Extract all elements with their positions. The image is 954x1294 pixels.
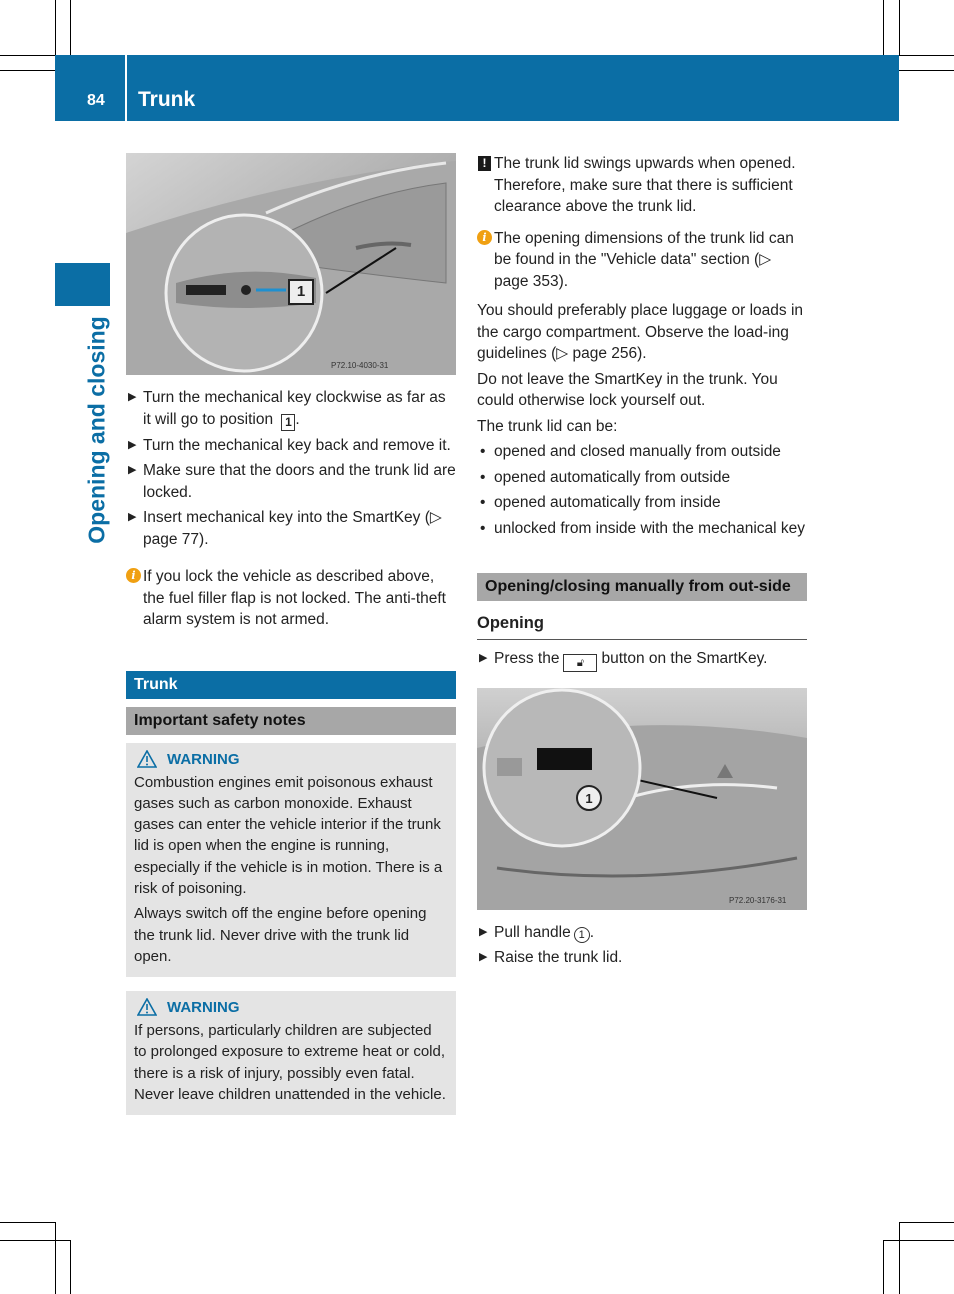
step-remove-key: ▶ Turn the mechanical key back and remove it. bbox=[126, 435, 456, 457]
car-trunk-illustration bbox=[477, 688, 807, 910]
crop-mark bbox=[883, 1240, 954, 1241]
chapter-label: Opening and closing bbox=[83, 316, 110, 544]
list-item: • unlocked from inside with the mechanical key bbox=[477, 518, 807, 540]
page-number: 84 bbox=[87, 92, 105, 109]
crop-mark bbox=[70, 0, 71, 55]
info-icon: i bbox=[126, 568, 141, 583]
warning-text: Always switch off the engine before opening the trunk lid. Never drive with the trunk lid open. bbox=[134, 905, 427, 965]
chapter-tab bbox=[55, 263, 110, 306]
step-arrow-icon: ▶ bbox=[128, 511, 137, 523]
step-arrow-icon: ▶ bbox=[128, 464, 137, 476]
warning-triangle-icon bbox=[137, 750, 157, 768]
handle-callout: 1 bbox=[574, 927, 590, 943]
warning-triangle-icon bbox=[137, 998, 157, 1016]
paragraph: Do not leave the SmartKey in the trunk. You could otherwise lock yourself out. bbox=[477, 370, 778, 409]
list-item: • opened and closed manually from outside bbox=[477, 441, 807, 463]
step-insert-key: ▶ Insert mechanical key into the SmartKey (▷ page 77). bbox=[128, 509, 442, 548]
step-arrow-icon: ▶ bbox=[479, 925, 488, 938]
step-press-button: ▶ Press the 🔓︎ button on the SmartKey. bbox=[477, 648, 807, 672]
car-door-illustration bbox=[126, 153, 456, 375]
step-arrow-icon: ▶ bbox=[128, 391, 137, 403]
paragraph: The trunk lid can be: bbox=[477, 417, 618, 435]
step-check-locked: ▶ Make sure that the doors and the trunk lid are locked. bbox=[128, 462, 456, 501]
figure-callout: 1 bbox=[585, 790, 593, 806]
warning-box-heat bbox=[126, 991, 456, 1115]
warning-text: Combustion engines emit poisonous exhaust gases such as carbon monoxide. Exhaust gases can enter the vehicle interior if the trunk lid is open when the engine is running, especially if the vehicle is in motion. There is a risk of poisoning. bbox=[134, 773, 443, 897]
unlock-button-icon: 🔓︎ bbox=[563, 654, 597, 672]
info-icon: i bbox=[477, 230, 492, 245]
figure-code: P72.20-3176-31 bbox=[729, 895, 787, 905]
subheading-opening: Opening bbox=[477, 613, 807, 640]
info-note: i If you lock the vehicle as described above, the fuel filler flap is not locked. The anti-theft alarm system is not armed. bbox=[126, 566, 456, 631]
crop-mark bbox=[883, 0, 884, 55]
door-lock-figure bbox=[126, 153, 456, 375]
warning-heading: WARNING bbox=[134, 997, 448, 1017]
step-raise-lid: ▶ Raise the trunk lid. bbox=[477, 947, 807, 969]
position-key: 1 bbox=[281, 414, 295, 431]
crop-mark bbox=[899, 55, 954, 56]
figure-code: P72.10-4030-31 bbox=[331, 361, 389, 370]
warning-heading: WARNING bbox=[134, 749, 448, 769]
section-heading-manual-open: Opening/closing manually from out-side bbox=[477, 573, 807, 601]
trunk-figure bbox=[477, 688, 807, 910]
crop-mark bbox=[0, 70, 55, 71]
crop-mark bbox=[899, 1222, 900, 1294]
bullet-icon: • bbox=[480, 468, 486, 486]
header-divider bbox=[125, 55, 127, 121]
list-item: • opened automatically from inside bbox=[477, 492, 807, 514]
right-column bbox=[477, 153, 807, 973]
crop-mark bbox=[55, 1222, 56, 1294]
bullet-icon: • bbox=[480, 519, 486, 537]
paragraph: You should preferably place luggage or loads in the cargo compartment. Observe the load-ing guidelines (▷ page 256). bbox=[477, 302, 804, 362]
warning-box-poisoning bbox=[126, 743, 456, 978]
crop-mark bbox=[70, 1240, 71, 1294]
crop-mark bbox=[0, 1222, 55, 1223]
crop-mark bbox=[899, 0, 900, 55]
info-note: i The opening dimensions of the trunk lid can be found in the "Vehicle data" section (▷ page 353). bbox=[477, 228, 807, 293]
crop-mark bbox=[55, 0, 56, 55]
exclamation-icon: ! bbox=[478, 156, 491, 171]
list-item: • opened automatically from outside bbox=[477, 467, 807, 489]
step-turn-key: ▶ Turn the mechanical key clockwise as far as it will go to position 1 . bbox=[128, 389, 446, 429]
warning-text: If persons, particularly children are subjected to prolonged exposure to extreme heat or cold, there is a risk of injury, possibly even fatal. Never leave children unattended in the vehicle. bbox=[134, 1022, 446, 1104]
step-arrow-icon: ▶ bbox=[128, 438, 137, 451]
step-arrow-icon: ▶ bbox=[479, 951, 488, 963]
subsection-heading-safety: Important safety notes bbox=[126, 707, 456, 735]
caution-note: ! The trunk lid swings upwards when opened. Therefore, make sure that there is sufficient clearance above the trunk lid. bbox=[477, 153, 807, 218]
step-arrow-icon: ▶ bbox=[479, 651, 488, 664]
bullet-icon: • bbox=[480, 443, 486, 460]
crop-mark bbox=[883, 1240, 884, 1294]
crop-mark bbox=[899, 70, 954, 71]
crop-mark bbox=[0, 55, 55, 56]
page-header bbox=[55, 55, 899, 121]
crop-mark bbox=[0, 1240, 70, 1241]
section-heading-trunk: Trunk bbox=[126, 671, 456, 699]
crop-mark bbox=[899, 1222, 954, 1223]
page-title: Trunk bbox=[138, 88, 196, 111]
figure-callout: 1 bbox=[288, 279, 314, 305]
step-pull-handle: ▶ Pull handle 1 . bbox=[477, 922, 807, 944]
left-column bbox=[126, 153, 456, 1115]
bullet-icon: • bbox=[480, 494, 486, 511]
